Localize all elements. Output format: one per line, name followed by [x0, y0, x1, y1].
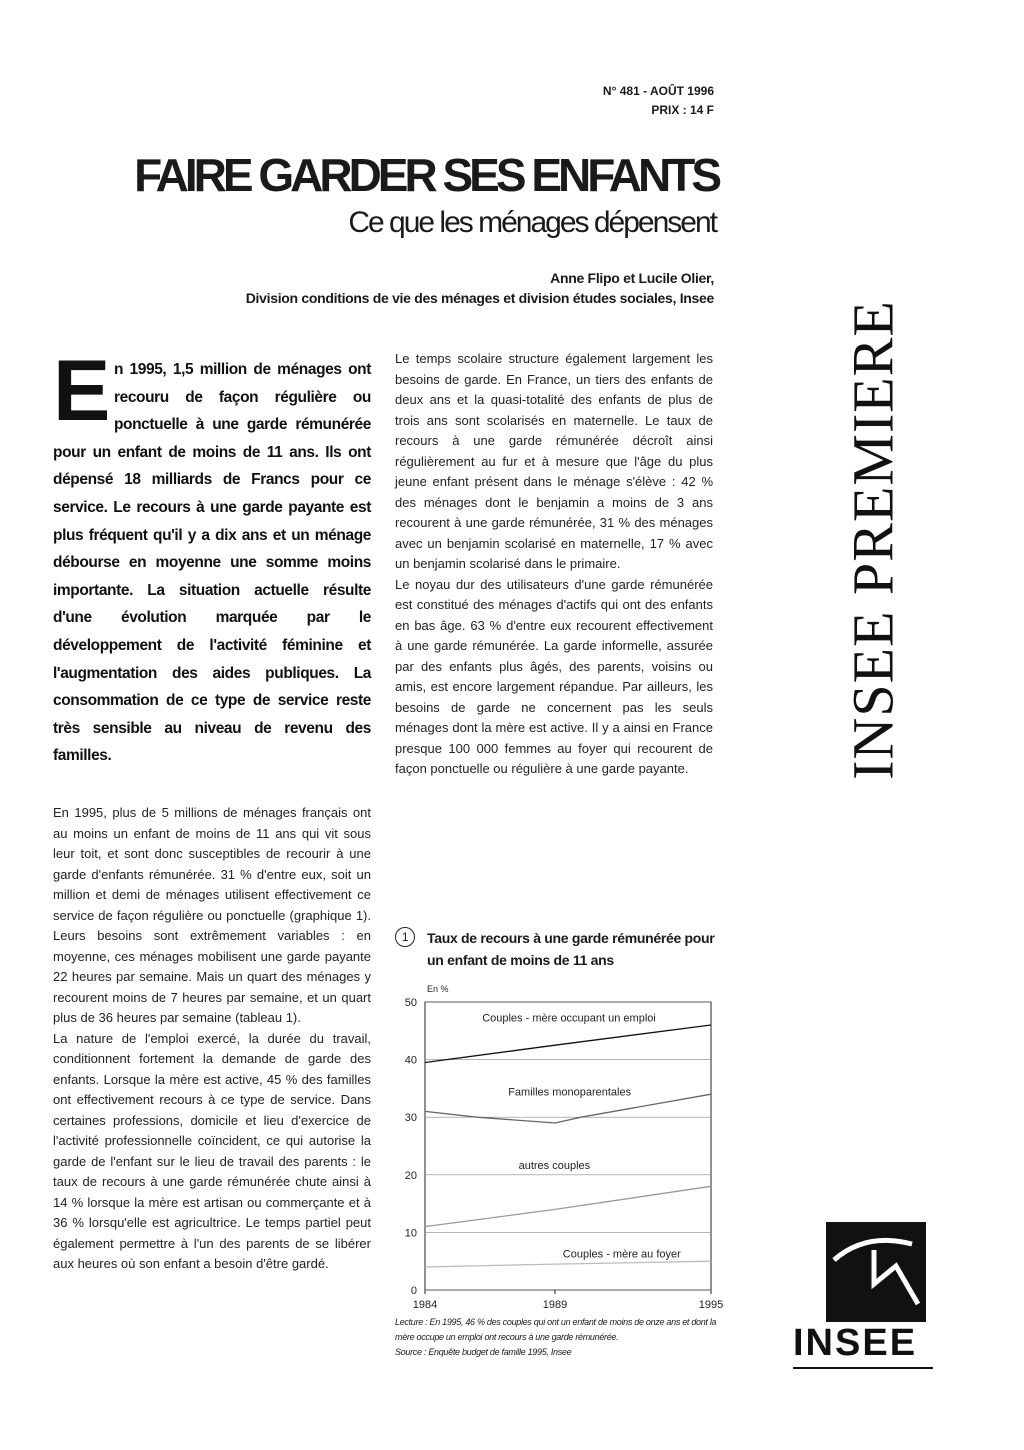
figure-title-text: Taux de recours à une garde rémunérée pour un enfant de moins de 11 ans [427, 930, 715, 968]
figure-title [395, 927, 715, 971]
figure-number: 1 [395, 927, 415, 947]
insee-logo [793, 1222, 935, 1372]
vertical-brand [838, 180, 908, 900]
lead-paragraph [53, 343, 371, 770]
issue-info [603, 82, 714, 120]
vertical-brand-title: INSEE PREMIERE [840, 300, 906, 780]
page-title: FAIRE GARDER SES ENFANTS [134, 149, 718, 201]
y-tick-label: 20 [404, 1169, 417, 1182]
figure-notes [395, 1315, 720, 1360]
series-line [425, 1186, 711, 1226]
series-line [425, 1261, 711, 1267]
body-column-1 [53, 803, 371, 1275]
author-division: Division conditions de vie des ménages et division études sociales, Insee [245, 290, 714, 306]
issue-number: N° 481 - AOÛT 1996 [602, 84, 714, 98]
x-tick-label: 1984 [412, 1299, 438, 1308]
authors-block [246, 268, 714, 308]
insee-logo-word: INSEE [793, 1322, 918, 1364]
author-names: Anne Flipo et Lucile Olier, [550, 270, 714, 286]
x-tick-label: 1995 [698, 1299, 724, 1308]
lead-text: n 1995, 1,5 million de ménages ont recouru de façon régulière ou ponctuelle à une garde rémunérée pour un enfant de moins de 11 ans. Ils ont dépensé 18 milliards de Francs pour ce service. Le recours à une garde payante est plus fréquent qu'il y a dix ans et un ménage débourse en moyenne une somme moins importante. La situation actuelle résulte d'une évolution marquée par le développement de l'activité féminine et l'augmentation des aides publiques. La consommation de ce type de service reste très sensible au niveau de revenu des familles. [53, 361, 371, 765]
plot-frame [425, 1002, 711, 1290]
series-label: Couples - mère occupant un emploi [482, 1012, 656, 1025]
insee-logo-mark-icon [826, 1222, 926, 1322]
drop-cap: E [53, 343, 110, 439]
figure-source: Source : Enquête budget de famille 1995, Insee [395, 1347, 572, 1357]
y-tick-label: 40 [404, 1054, 417, 1067]
y-tick-label: 50 [404, 997, 417, 1009]
series-line [425, 1094, 711, 1123]
y-tick-label: 30 [404, 1112, 417, 1125]
body-paragraph: Le noyau dur des utilisateurs d'une garde rémunérée est constitué des ménages d'actifs qui ont des enfants en bas âge. 63 % d'entre eux recourent effectivement à une garde rémunérée. La garde informelle, assurée par des enfants plus âgés, des parents, voisins ou amis, est encore largement répandue. Par ailleurs, les besoins de garde ne concernent pas les seuls ménages dont la mère est active. Il y a ainsi en France presque 100 000 femmes au foyer qui recourent de façon ponctuelle ou régulière à une garde payante. [395, 576, 713, 776]
series-line [425, 1025, 711, 1063]
body-paragraph: En 1995, plus de 5 millions de ménages français ont au moins un enfant de moins de 11 ans qui vit sous leur toit, et sont donc susceptibles de recourir à une garde d'enfants rémunérée. 31 % d'entre eux, soit un million et demi de ménages utilisent effectivement ce service de façon régulière ou ponctuelle (graphique 1). Leurs besoins sont extrêmement variables : en moyenne, ces ménages mobilisent une garde payante 22 heures par semaine. Mais un quart des ménages y recourent moins de 7 heures par semaine, et un quart plus de 36 heures par semaine (tableau 1). [53, 805, 371, 1025]
page-subtitle: Ce que les ménages dépensent [348, 206, 716, 239]
body-column-2 [395, 349, 713, 780]
x-tick-label: 1989 [542, 1299, 568, 1308]
logo-underline [793, 1367, 933, 1369]
line-chart [385, 978, 725, 1308]
y-tick-label: 0 [410, 1285, 417, 1297]
series-label: autres couples [518, 1160, 591, 1173]
y-tick-label: 10 [404, 1227, 417, 1240]
body-paragraph: La nature de l'emploi exercé, la durée du travail, conditionnent fortement la demande de garde des enfants. Lorsque la mère est active, 45 % des familles ont effectivement recours à ce type de service. Dans certaines professions, domicile et lieu d'exercice de l'activité professionnelle coïncident, ce qui autorise la garde de l'enfant sur le lieu de travail des parents : le taux de recours à une garde rémunérée chute ainsi à 14 % lorsque la mère est artisan ou commerçante et à 36 % lorsqu'elle est agricultrice. Le temps partiel peut également permettre à l'un des parents de se libérer aux heures où son enfant a besoin d'être gardé. [53, 1030, 371, 1271]
series-label: Couples - mère au foyer [562, 1248, 681, 1261]
figure-lecture: Lecture : En 1995, 46 % des couples qui ont un enfant de moins de onze ans et dont la mère occupe un emploi ont recours à une garde rémunérée. [395, 1317, 717, 1342]
issue-price: PRIX : 14 F [651, 103, 714, 117]
y-axis-label: En % [427, 984, 449, 994]
series-label: Familles monoparentales [508, 1086, 632, 1099]
body-paragraph: Le temps scolaire structure également largement les besoins de garde. En France, un tiers des enfants de deux ans et la quasi-totalité des enfants de plus de trois ans sont scolarisés en maternelle. Le taux de recours à une garde rémunérée décroît ainsi régulièrement au fur et à mesure que l'âge du plus jeune enfant présent dans le ménage s'élève : 42 % des ménages dont le benjamin a moins de 3 ans recourent à une garde rémunérée, 31 % des ménages avec un benjamin scolarisé en maternelle, 17 % avec un benjamin scolarisé dans le primaire. [395, 351, 713, 571]
